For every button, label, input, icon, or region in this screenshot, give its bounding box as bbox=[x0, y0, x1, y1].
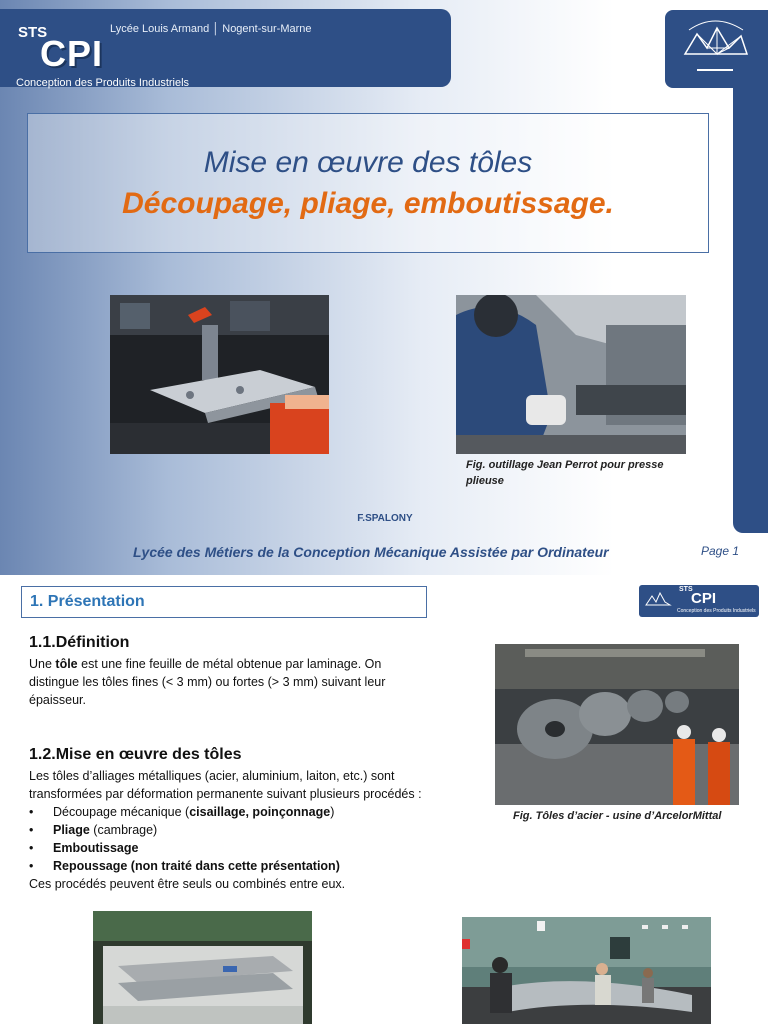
figure-caption-steel: Fig. Tôles d’acier - usine d’ArcelorMittal bbox=[513, 810, 722, 822]
def-text-b: est une fine feuille de métal obtenue par laminage. On distingue les tôles fines (< 3 mm) ou fortes (> 3 mm) suivant leur épaisseur. bbox=[29, 657, 386, 707]
sts-label: STS bbox=[18, 24, 48, 41]
figure-caption-press: Fig. outillage Jean Perrot pour presse plieuse bbox=[466, 459, 664, 487]
list-item: • Repoussage (non traité dans cette présentation) bbox=[29, 857, 340, 875]
photo-press-brake-sheet bbox=[110, 295, 329, 454]
list-item: • Pliage (cambrage) bbox=[29, 821, 340, 839]
process-list bbox=[29, 803, 340, 875]
header-banner bbox=[0, 9, 451, 87]
mini-cpi: CPI bbox=[691, 590, 717, 607]
photo-sheet-stack bbox=[93, 911, 312, 1024]
slide-title: Mise en œuvre des tôles bbox=[203, 146, 533, 179]
photo-steel-coils bbox=[495, 644, 739, 805]
mini-sts: STS bbox=[679, 586, 693, 593]
section-title: 1. Présentation bbox=[30, 593, 145, 610]
def-text-bold: tôle bbox=[55, 657, 78, 671]
program-tagline: Conception des Produits Industriels bbox=[16, 77, 190, 89]
section-heading-box bbox=[21, 586, 427, 618]
photo-worker-press bbox=[456, 295, 686, 454]
school-logo bbox=[665, 10, 768, 88]
slide-subtitle: Découpage, pliage, emboutissage. bbox=[122, 187, 614, 220]
title-box bbox=[27, 113, 709, 253]
mini-crest-icon bbox=[643, 587, 673, 615]
footer-text: Lycée des Métiers de la Conception Mécanique Assistée par Ordinateur bbox=[133, 544, 609, 560]
right-decor-bar bbox=[733, 87, 768, 533]
definition-text bbox=[29, 655, 434, 709]
mini-tagline: Conception des Produits Industriels bbox=[677, 608, 756, 614]
list-item: • Emboutissage bbox=[29, 839, 340, 857]
processing-heading: 1.2.Mise en œuvre des tôles bbox=[29, 746, 242, 763]
closing-text: Ces procédés peuvent être seuls ou combinés entre eux. bbox=[29, 877, 346, 891]
list-item: • Découpage mécanique (cisaillage, poinçonnage) bbox=[29, 803, 340, 821]
slide-page-2 bbox=[0, 575, 768, 1024]
cpi-logo-text: CPI bbox=[40, 33, 104, 74]
author-name: F.SPALONY bbox=[357, 513, 413, 524]
definition-heading: 1.1.Définition bbox=[29, 634, 130, 651]
school-crest-icon bbox=[675, 14, 755, 84]
school-name: Lycée Louis Armand │ Nogent-sur-Marne bbox=[110, 23, 312, 35]
def-text-a: Une bbox=[29, 657, 56, 671]
processing-intro: Les tôles d’alliages métalliques (acier, aluminium, laiton, etc.) sont transformées par déformation permanente suivant plusieurs procédés : bbox=[29, 769, 422, 801]
page-number: Page 1 bbox=[701, 544, 740, 558]
photo-workshop bbox=[462, 917, 711, 1024]
mini-logo bbox=[639, 585, 759, 617]
